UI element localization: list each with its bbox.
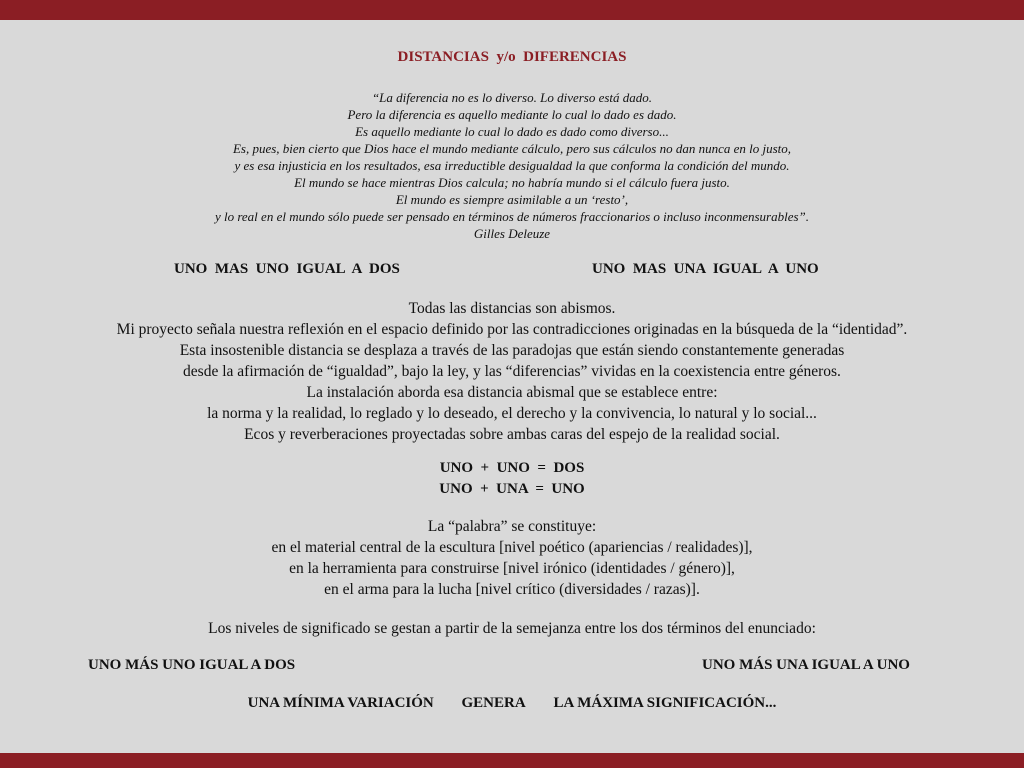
closing-part-1: UNA MÍNIMA VARIACIÓN — [247, 695, 434, 711]
formula-line: UNO + UNA = UNO — [439, 481, 585, 497]
quote-line: Es aquello mediante lo cual lo dado es dado como diverso... — [355, 124, 669, 139]
statement-line: La instalación aborda esa distancia abismal que se establece entre: — [306, 384, 718, 401]
palabra-line: en la herramienta para construirse [nivel irónico (identidades / género)], — [289, 560, 735, 577]
equation-right: UNO MÁS UNA IGUAL A UNO — [702, 657, 910, 673]
quote-author: Gilles Deleuze — [473, 226, 551, 241]
statement-line: Ecos y reverberaciones proyectadas sobre ambas caras del espejo de la realidad social. — [244, 426, 780, 443]
palabra-paragraph — [0, 516, 1024, 600]
quote-line: y es esa injusticia en los resultados, esa irreductible desigualdad la que conforma la condición del mundo. — [234, 158, 790, 173]
statement-line: Todas las distancias son abismos. — [408, 300, 616, 317]
palabra-line: La “palabra” se constituye: — [427, 518, 597, 535]
equation-right: UNO MAS UNA IGUAL A UNO — [592, 261, 819, 277]
quote-line: y lo real en el mundo sólo puede ser pensado en términos de números fraccionarios o incluso inconmensurables”. — [214, 209, 810, 224]
statement-line: desde la afirmación de “igualdad”, bajo la ley, y las “diferencias” vividas en la coexistencia entre géneros. — [183, 363, 841, 380]
equation-pair-bottom — [0, 657, 1024, 677]
statement-line: Mi proyecto señala nuestra reflexión en el espacio definido por las contradicciones originadas en la búsqueda de la “identidad”. — [116, 321, 908, 338]
quote-line: El mundo es siempre asimilable a un ‘resto’, — [395, 192, 629, 207]
statement-line: la norma y la realidad, lo reglado y lo deseado, el derecho y la convivencia, lo natural y lo social... — [207, 405, 817, 422]
bottom-accent-bar — [0, 753, 1024, 768]
epigraph-quote — [0, 89, 1024, 242]
palabra-line: en el arma para la lucha [nivel crítico (diversidades / razas)]. — [324, 581, 700, 598]
quote-line: Pero la diferencia es aquello mediante lo cual lo dado es dado. — [347, 107, 677, 122]
quote-line: El mundo se hace mientras Dios calcula; no habría mundo si el cálculo fuera justo. — [294, 175, 730, 190]
quote-line: Es, pues, bien cierto que Dios hace el mundo mediante cálculo, pero sus cálculos no dan nunca en lo justo, — [232, 141, 792, 156]
niveles-line: Los niveles de significado se gestan a partir de la semejanza entre los dos términos del enunciado: — [208, 620, 816, 637]
statement-line: Esta insostenible distancia se desplaza a través de las paradojas que están siendo constantemente generadas — [179, 342, 845, 359]
quote-line: “La diferencia no es lo diverso. Lo diverso está dado. — [371, 90, 653, 105]
closing-statement — [0, 695, 1024, 712]
palabra-line: en el material central de la escultura [nivel poético (apariencias / realidades)], — [271, 539, 753, 556]
equation-pair-top — [0, 261, 1024, 281]
top-accent-bar — [0, 0, 1024, 20]
statement-paragraph — [0, 298, 1024, 445]
closing-part-3: LA MÁXIMA SIGNIFICACIÓN... — [553, 695, 777, 711]
equation-left: UNO MAS UNO IGUAL A DOS — [174, 261, 400, 277]
page-title: DISTANCIAS y/o DIFERENCIAS — [397, 49, 627, 65]
closing-part-2: GENERA — [461, 695, 526, 711]
equation-left: UNO MÁS UNO IGUAL A DOS — [88, 657, 296, 673]
formula-block — [0, 458, 1024, 500]
formula-line: UNO + UNO = DOS — [439, 460, 585, 476]
